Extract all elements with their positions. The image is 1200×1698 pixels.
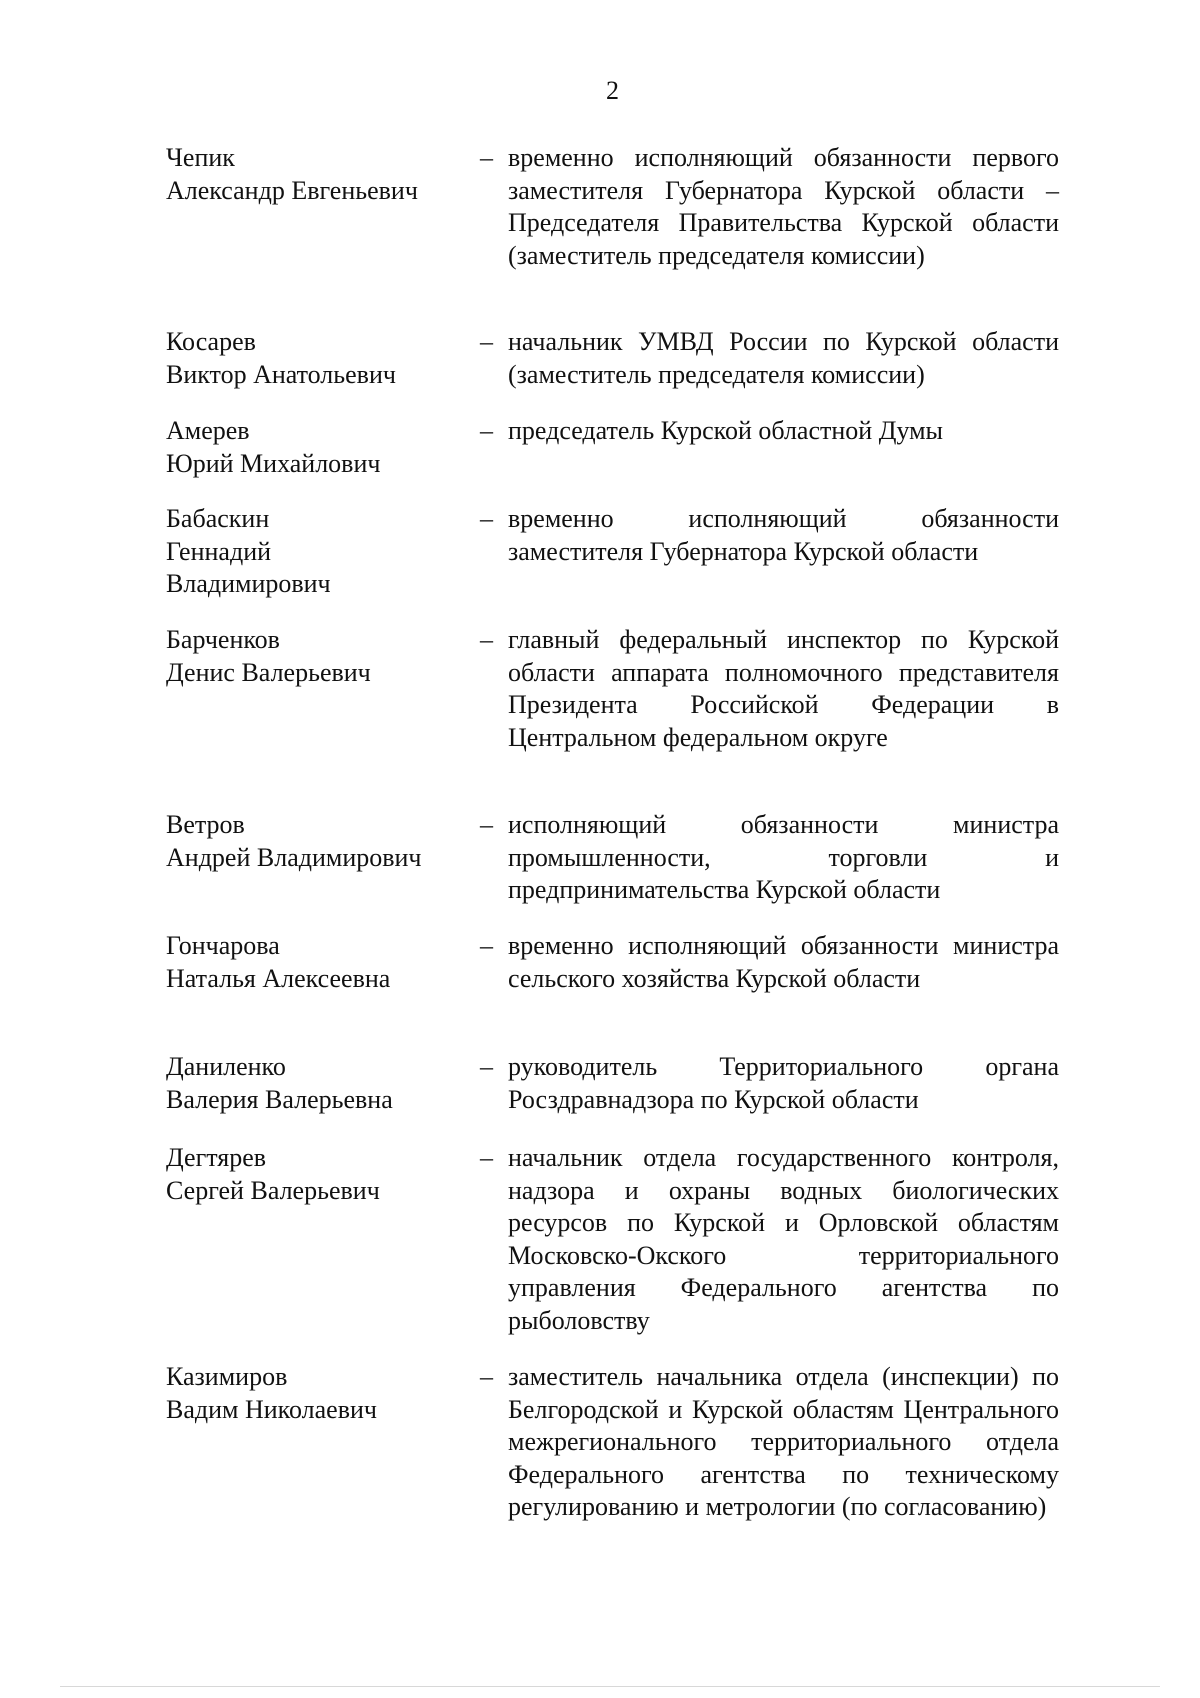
member-given-names: Виктор Анатольевич <box>166 359 396 389</box>
member-dash: – <box>480 931 493 960</box>
member-position: руководитель Территориального органа Росздравнадзора по Курской области <box>508 1052 1059 1114</box>
member-surname: Ветров <box>166 810 245 839</box>
member-surname: Чепик <box>166 143 235 172</box>
member-name <box>166 1361 466 1426</box>
member-name <box>166 326 466 391</box>
member-given-names: Владимирович <box>166 569 331 598</box>
member-given-names: Сергей Валерьевич <box>166 1175 380 1205</box>
member-dash: – <box>480 810 493 839</box>
member-name <box>166 415 466 480</box>
member-dash: – <box>480 1143 493 1172</box>
member-position: временно исполняющий обязанности министра сельского хозяйства Курской области <box>508 931 1059 993</box>
member-position: председатель Курской областной Думы <box>508 416 944 445</box>
member-given-names: Вадим Николаевич <box>166 1394 377 1424</box>
member-surname: Бабаскин <box>166 504 270 533</box>
page-number: 2 <box>606 76 619 105</box>
member-dash: – <box>480 327 493 356</box>
member-name <box>166 624 466 689</box>
member-name <box>166 1051 466 1116</box>
member-dash: – <box>480 416 493 445</box>
member-position: временно исполняющий обязанности первого заместителя Губернатора Курской области – Председателя Правительства Курской области (заместитель председателя комиссии) <box>508 143 1059 270</box>
member-name <box>166 142 466 207</box>
member-name <box>166 930 466 995</box>
member-dash: – <box>480 1362 493 1391</box>
scan-edge-divider <box>60 1686 1160 1687</box>
member-surname: Даниленко <box>166 1052 286 1081</box>
member-position: временно исполняющий обязанности заместителя Губернатора Курской области <box>508 504 1059 566</box>
member-surname: Косарев <box>166 327 256 356</box>
member-given-names: Андрей Владимирович <box>166 842 422 872</box>
member-surname: Гончарова <box>166 931 280 960</box>
member-given-names: Александр Евгеньевич <box>166 175 418 205</box>
member-name <box>166 1142 466 1207</box>
member-position: главный федеральный инспектор по Курской области аппарата полномочного представителя Президента Российской Федерации в Центральном федеральном округе <box>508 625 1059 752</box>
member-given-names: Валерия Валерьевна <box>166 1084 393 1114</box>
member-given-names: Геннадий <box>166 536 272 566</box>
member-position: заместитель начальника отдела (инспекции) по Белгородской и Курской областям Центрального межрегионального территориального отдела Федерального агентства по техническому регулированию и метрологии (по согласованию) <box>508 1362 1059 1521</box>
member-dash: – <box>480 143 493 172</box>
member-surname: Амерев <box>166 416 250 445</box>
member-given-names: Денис Валерьевич <box>166 657 371 687</box>
member-surname: Казимиров <box>166 1362 288 1391</box>
member-name <box>166 809 466 874</box>
member-dash: – <box>480 1052 493 1081</box>
member-position: начальник отдела государственного контроля, надзора и охраны водных биологических ресурсов по Курской и Орловской областям Московско-Окского территориального управления Федерального агентства по рыболовству <box>508 1143 1059 1335</box>
member-dash: – <box>480 504 493 533</box>
member-name <box>166 503 466 601</box>
member-surname: Барченков <box>166 625 280 654</box>
member-position: исполняющий обязанности министра промышленности, торговли и предпринимательства Курской области <box>508 810 1059 904</box>
member-position: начальник УМВД России по Курской области (заместитель председателя комиссии) <box>508 327 1059 389</box>
member-dash: – <box>480 625 493 654</box>
member-surname: Дегтярев <box>166 1143 267 1172</box>
member-given-names: Юрий Михайлович <box>166 448 381 478</box>
member-given-names: Наталья Алексеевна <box>166 963 391 993</box>
